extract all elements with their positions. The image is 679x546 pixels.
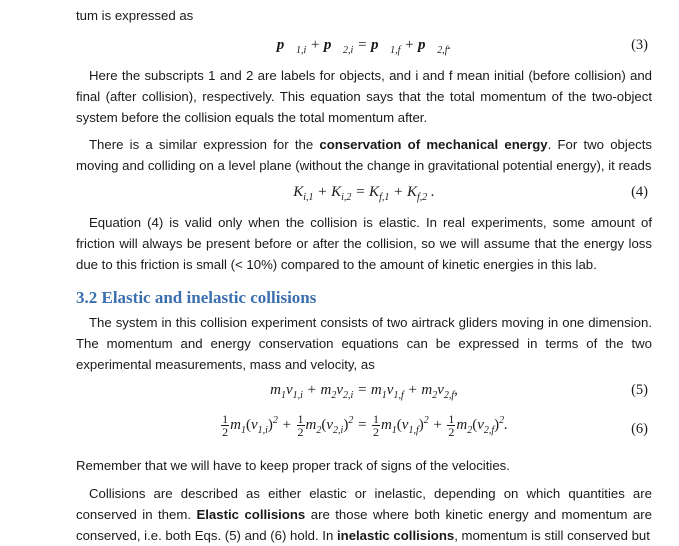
- equation-body: $p⃗_{1,i}$ + $p⃗_{2,i}$ = $p⃗_{1,f}$ + $p⃗_{2,f}$.: [276, 37, 452, 56]
- equation-body: $K_{i,1} + K_{i,2} = K_{f,1} + K_{f,2}$ .: [293, 184, 435, 203]
- equation-body: $m_1v_{1,i} + m_2v_{2,i} = m_1v_{1,f} + m_2v_{2,f}$,: [270, 382, 458, 401]
- paragraph-text: are those where both kinetic energy and momentum are conserved, i.e. both Eqs. (5) and (6) hold. In: [76, 507, 653, 543]
- bold-term: Elastic collisions: [196, 507, 306, 522]
- paragraph-text: Remember that we will have to keep proper track of signs of the velocities.: [76, 458, 510, 473]
- equation-number: (6): [631, 421, 648, 437]
- paragraph-text: Equation (4) is valid only when the collision is elastic. In real experiments, some amount of friction will always be present before or after the collision, so we will assume that the energy loss due to this friction is small (< 10%) compared to the amount of kinetic energies in this lab.: [76, 215, 652, 272]
- section-heading: 3.2 Elastic and inelastic collisions: [76, 288, 317, 307]
- bold-term: inelastic collisions: [336, 528, 455, 543]
- equation-5-momentum-masses: [76, 380, 652, 406]
- bold-term: conservation of mechanical energy: [319, 137, 548, 152]
- paragraph-text: , momentum is still conserved but: [454, 528, 650, 543]
- paragraph-elastic-validity: [76, 212, 652, 275]
- paragraph-text: The system in this collision experiment consists of two airtrack gliders moving in one dimension. The momentum and energy conservation equations can be expressed in terms of the two experimental measurements, mass and velocity, as: [76, 315, 652, 372]
- paragraph-energy-conservation: [76, 134, 652, 176]
- paragraph-intro-fragment: [76, 5, 652, 26]
- equation-3-momentum: [76, 35, 652, 61]
- paragraph-text: . For two objects moving and colliding on a level plane (without the change in gravitational potential energy), it reads: [76, 137, 653, 173]
- paragraph-text: tum is expressed as: [76, 8, 194, 23]
- paragraph-subscripts: [76, 65, 652, 128]
- equation-number: (4): [631, 184, 648, 200]
- paragraph-text: There is a similar expression for the: [89, 137, 320, 152]
- paragraph-text: Collisions are described as either elastic or inelastic, depending on which quantities are conserved in them.: [76, 486, 652, 522]
- equation-4-energy: [76, 182, 652, 208]
- equation-number: (5): [631, 382, 648, 398]
- equation-6-kinetic-energy: [76, 413, 652, 447]
- paragraph-collision-types: [76, 483, 652, 546]
- paragraph-system-description: [76, 312, 652, 375]
- equation-number: (3): [631, 37, 648, 53]
- paragraph-signs-reminder: [76, 455, 652, 476]
- paragraph-text: Here the subscripts 1 and 2 are labels for objects, and i and f mean initial (before collision) and final (after collision), respectively. This equation says that the total momentum of the two-object system before the collision equals the total momentum after.: [76, 68, 652, 125]
- equation-body: $\frac{1}{2}$ $m_1(v_{1,i})^2$ + $\frac{1}{2}$ $m_2(v_{2,i})^2$ = $\frac{1}{2}$ $m_1(v_{1,f})^2$ + $\frac{1}{2}$ $m_2(v_{2,f})^2$.: [222, 412, 508, 439]
